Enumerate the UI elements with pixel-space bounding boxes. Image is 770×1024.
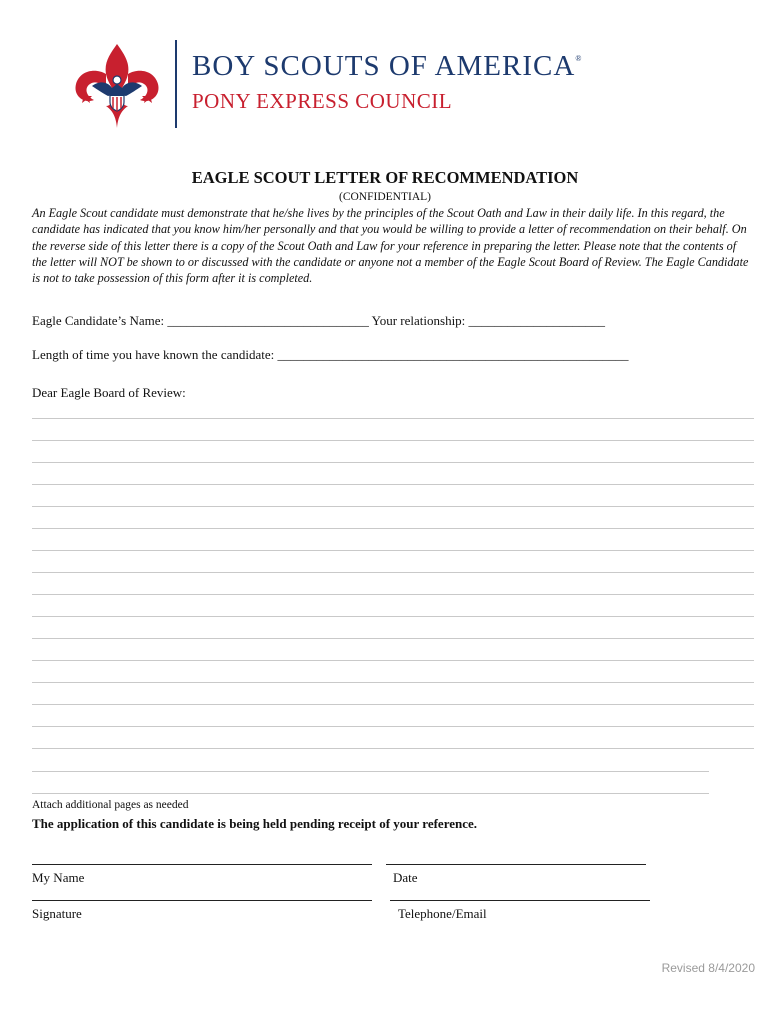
letter-line (32, 572, 754, 573)
telephone-label: Telephone/Email (398, 906, 487, 921)
letter-line (32, 594, 754, 595)
salutation: Dear Eagle Board of Review: (32, 385, 186, 400)
candidate-name-field[interactable]: Eagle Candidate’s Name: _______________________________ Your relationship: _____________________ (32, 313, 606, 328)
letter-line (32, 462, 754, 463)
fleur-de-lis-eagle-icon (70, 40, 165, 135)
length-known-field[interactable]: Length of time you have known the candidate: ______________________________________________________ (32, 347, 629, 362)
document-title: EAGLE SCOUT LETTER OF RECOMMENDATION (191, 168, 579, 187)
letter-line (32, 771, 709, 772)
revised-date: Revised 8/4/2020 (661, 961, 755, 975)
date-line[interactable] (386, 864, 646, 865)
letter-line (32, 616, 754, 617)
letter-line (32, 550, 754, 551)
council-name: PONY EXPRESS COUNCIL (192, 89, 453, 113)
telephone-line[interactable] (390, 900, 650, 901)
pending-note: The application of this candidate is being held pending receipt of your reference. (32, 816, 478, 831)
intro-paragraph: An Eagle Scout candidate must demonstrate that he/she lives by the principles of the Scout Oath and Law in their daily life. In this regard, the candidate has indicated that you know him/her personally and that you would be willing to provide a letter of recommendation on their behalf. On the reverse side of this letter there is a copy of the Scout Oath and Law for your reference in preparing the letter. Please note that the contents of the letter will NOT be shown to or discussed with the candidate or anyone not a member of the Eagle Scout Board of Review. The Eagle Candidate is not to take possession of this form after it is completed. (32, 206, 749, 286)
my-name-label: My Name (32, 870, 85, 885)
letter-line (32, 638, 754, 639)
letter-line (32, 682, 754, 683)
letter-line (32, 484, 754, 485)
my-name-line[interactable] (32, 864, 372, 865)
confidential-label: (CONFIDENTIAL) (339, 191, 431, 203)
organization-name: BOY SCOUTS OF AMERICA® (192, 50, 583, 82)
date-label: Date (393, 870, 418, 885)
header-divider (175, 40, 177, 128)
letter-line (32, 793, 709, 794)
letter-line (32, 726, 754, 727)
signature-label: Signature (32, 906, 82, 921)
signature-line[interactable] (32, 900, 372, 901)
letter-line (32, 440, 754, 441)
attach-note: Attach additional pages as needed (32, 799, 189, 811)
letter-line (32, 528, 754, 529)
letter-line (32, 748, 754, 749)
letter-line (32, 660, 754, 661)
letter-line (32, 704, 754, 705)
letter-line (32, 418, 754, 419)
bsa-logo (70, 40, 165, 135)
letter-line (32, 506, 754, 507)
